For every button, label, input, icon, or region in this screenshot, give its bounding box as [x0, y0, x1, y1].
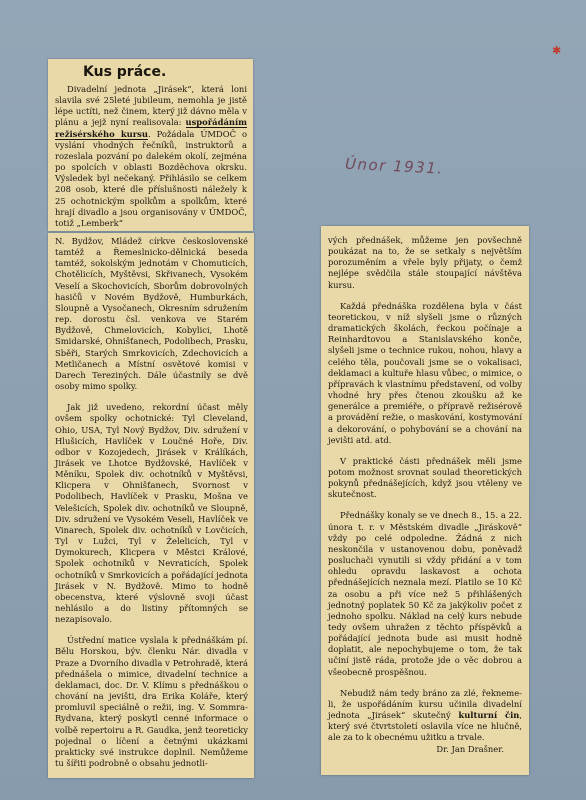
clipping-left-column: [48, 233, 254, 778]
closing-text-c: , který své čtvrtstoletí oslavila více ne hlučně, ale za to k obecnému užitku a trvale.: [328, 710, 523, 743]
right-paragraph-1: vých přednášek, můžeme jen povšechně poukázat na to, že se setkaly s největším porozuměním a vřele byly přijaty, o čemž nejlépe svědčila stále stoupající návštěva kursu.: [328, 235, 522, 290]
right-paragraph-3: V praktické části přednášek měli jsme potom možnost srovnat soulad theoretických pokynů přednášejících, když jsou vtěleny ve skutečnost.: [328, 455, 522, 500]
intro-text-a: Divadelní jednota „Jirásek“, která loni slavila své 25leté jubileum, nemohla je jistě lépe uctíti, než činem, který již dávno měla v plánu a jejž nyní realisovala:: [55, 84, 247, 128]
intro-text-c: . Požádala ÚMDOČ o vyslání vhodných řečníků, instruktorů a rozeslala pozvání po dalekém okolí, zejména po spolcích v oblasti Bozděchova okrsku. Výsledek byl nečekaný. Přihlásilo se celkem 208 osob, které dle příslušnosti náležely k 25 ochotnickým spolkům a spolkům, které hrají divadlo a jsou organisovány v ÚMDOČ, totiž „Lemberk“: [55, 128, 247, 228]
closing-text-a: Nebudiž nám tedy bráno za zlé, řekneme-li, že uspořádáním kursu učinila divadelní jednota „Jirásek“ skutečný: [328, 687, 522, 721]
left-paragraph-3: Ústřední matice vyslala k přednáškám pí. Bělu Horskou, býv. členku Nár. divadla v Praze a Dvorního divadla v Petrohradě, která přednášela o mimice, divadelní technice a deklamaci, doc. Dr. V. Klímu s přednáškou o chování na jevišti, dra Erika Koláře, který promluvil speciálně o režii, ing. V. Sommra-Rydvana, který poskytl cenné informace o volbě repertoiru a R. Gaudka, jenž teoreticky pojednal o líčení a četnými ukázkami prakticky své instrukce doplnil. Nemůžeme tu šířiti podrobně o obsahu jednotli-: [55, 635, 248, 769]
article-headline: Kus práce.: [83, 64, 167, 80]
clipping-right-column: [321, 226, 529, 775]
left-paragraph-2: Jak již uvedeno, rekordní účast měly ovšem spolky ochotnické: Tyl Cleveland, Ohio, USA, Tyl Nový Bydžov, Div. sdružení v Hlušicích, Havlíček v Loučné Hoře, Div. odbor v Kozojedech, Jirásek v Králíkách, Jirásek ve Lhotce Bydžovské, Havlíček v Měníku, Spolek div. ochotníků v Myštěvsi, Klicpera v Ohnišťanech, Svornost v Podolibech, Havlíček v Prasku, Mošna ve Velešicích, Spolek div. ochotníků ve Sloupně, Div. sdružení ve Vysokém Veseli, Havlíček ve Vinarech, Spolek div. ochotníků v Lovčicích, Tyl v Lužci, Tyl v Želelicích, Tyl v Dymokurech, Klicpera v Městci Králové, Spolek ochotníků v Nevraticích, Spolek ochotníků v Smrkovicích a pořádající jednota Jirásek v N. Bydžově. Mimo to hodně obecenstva, které výslovně svoji účast nehlásilo a do listiny přítomných se nezapisovalo.: [55, 402, 248, 625]
intro-paragraph: [55, 84, 247, 229]
intro-emphasis: uspořádáním režisérského kursu: [55, 117, 247, 139]
right-paragraph-4: Přednášky konaly se ve dnech 8., 15. a 22. února t. r. v Městském divadle „Jiráskově“ vždy po celé odpoledne. Žádná z nich neskončila v ustanovenou dobu, poněvadž posluchači vynutili si vždy přidání a v tom ohledu opravdu laskavost a ochota přednášejících neznala mezí. Platilo se 10 Kč za osobu a při více než 5 přihlášených jednotný poplatek 50 Kč za jakýkoliv počet z jednoho spolku. Náklad na celý kurs nebude tedy ovšem uhražen z těchto příspěvků a pořádající jednota bude asi musit hodně doplatit, ale nepochybujeme o tom, že tak učiní jistě ráda, protože jde o věc dobrou a všeobecně prospěšnou.: [328, 510, 522, 677]
handwritten-date: Únor 1931.: [344, 154, 444, 178]
left-paragraph-1: N. Bydžov, Mládež církve československé tamtéž a Řemeslnicko-dělnická beseda tamtéž, sokolským jednotám v Chomuticích, Chotělicích, Myštěvsi, Skřivanech, Vysokém Veselí a Skochovicích, Sborům dobrovolných hasičů v Novém Bydžově, Humburkách, Sloupně a Vysočanech, Okresním sdružením rep. dorostu čsl. venkova ve Starém Bydžově, Chmelovicích, Kobylici, Lhotě Smidarské, Ohnišťanech, Podolibech, Prasku, Sběři, Starých Smrkovicích, Zdechovicích a Metličanech a Místní osvětové komisi v Darech Tereziných. Dále účastnily se dvě osoby mimo spolky.: [55, 236, 249, 392]
right-paragraph-5: [328, 688, 522, 744]
author-signature: Dr. Jan Drašner.: [436, 743, 504, 754]
closing-emphasis: kulturní čin: [458, 710, 520, 721]
red-star-mark: ✱: [552, 44, 562, 57]
clipping-top-left: [48, 59, 253, 231]
right-paragraph-2: Každá přednáška rozdělena byla v část teoretickou, v níž slyšeli jsme o různých dramatických školách, řeckou počínaje a Reinhardtovou a Stanislavského konče, slyšeli jsme o technice rukou, nohou, hlavy a celého těla, poučovali jsme se o vokalisaci, deklamaci a kultuře hlasu vůbec, o mimice, o přípravách k vlastnímu představení, od volby vhodné hry přes čtenou zkoušku až ke generálce a premiéře, o přípravě režisérově a provádění režie, o maskování, kostymování a dekorování, o pohybování se a chování na jevišti atd. atd.: [328, 300, 522, 445]
